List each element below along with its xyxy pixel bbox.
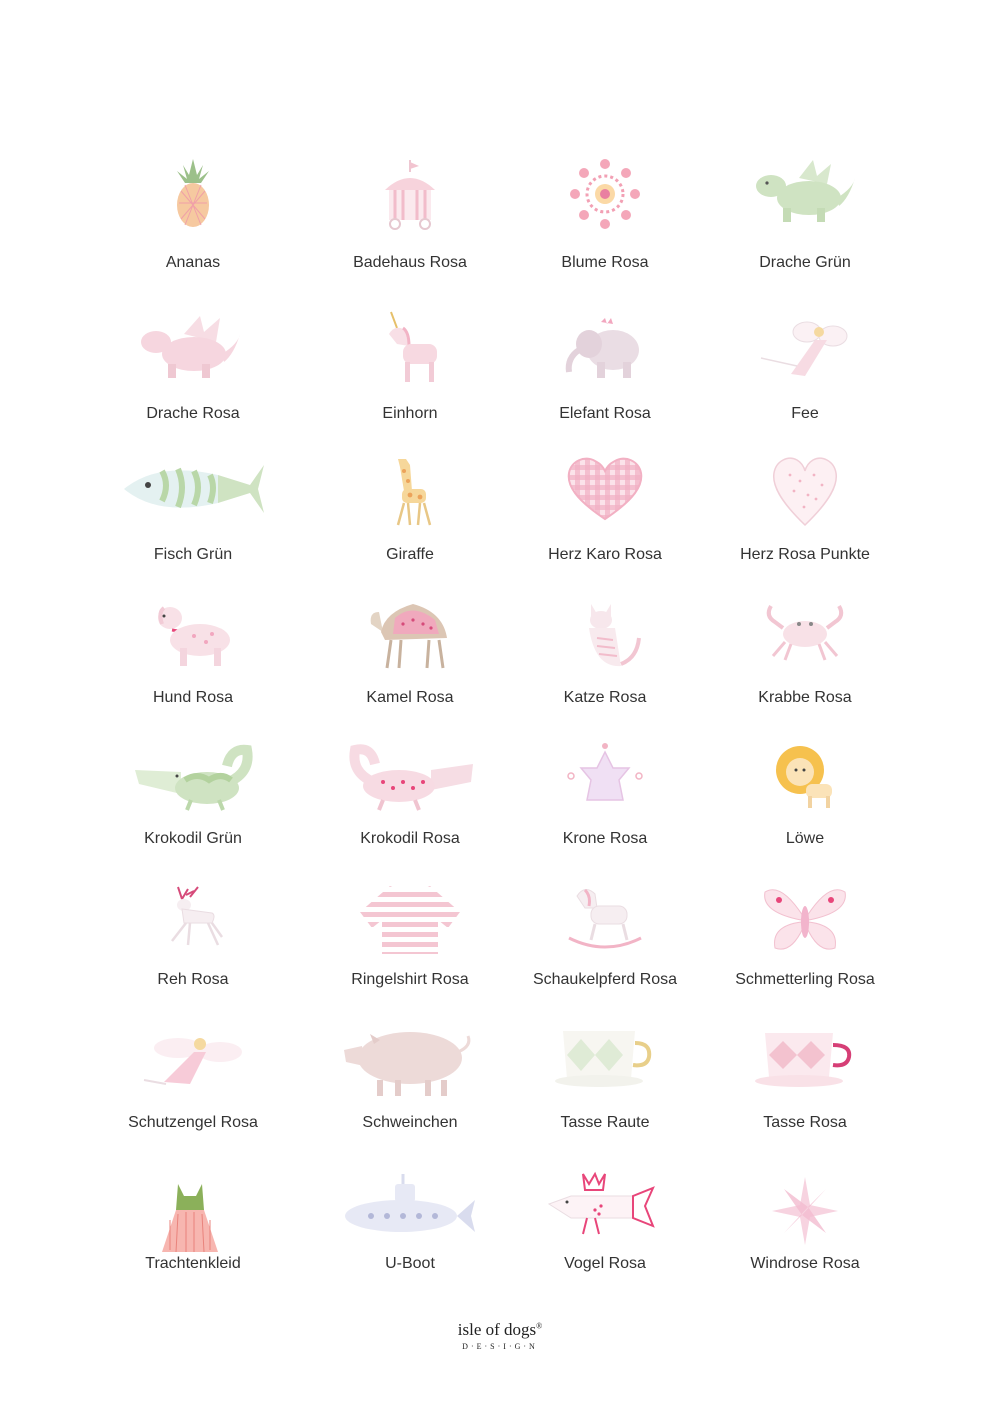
- motif-label: Einhorn: [382, 405, 438, 422]
- motif-label: Vogel Rosa: [564, 1255, 646, 1272]
- registered-mark: ®: [536, 1321, 543, 1331]
- motif-label: Krokodil Grün: [144, 830, 242, 847]
- motif-herz-karo: [505, 455, 705, 523]
- pig-icon: [340, 1022, 480, 1098]
- lion-icon: [770, 740, 840, 812]
- motif-elefant: [505, 318, 705, 382]
- cat-icon: [565, 598, 645, 670]
- motif-einhorn: [310, 310, 510, 386]
- motif-reh: [93, 885, 293, 955]
- compass-rose-icon: [770, 1175, 840, 1247]
- motif-drache-rosa: [90, 312, 290, 384]
- heart-check-icon: [565, 455, 645, 523]
- camel-icon: [365, 598, 455, 670]
- rocking-horse-icon: [565, 882, 645, 954]
- motif-u-boot: [310, 1170, 510, 1240]
- motif-drache-gruen: [705, 158, 905, 228]
- motif-label: Reh Rosa: [157, 971, 229, 988]
- motif-label: Hund Rosa: [152, 689, 234, 706]
- motif-ringelshirt: [310, 882, 510, 956]
- motif-label: Tasse Raute: [560, 1114, 650, 1131]
- fairy-icon: [757, 318, 853, 388]
- fish-icon: [118, 457, 268, 521]
- motif-schutzengel: [90, 1030, 290, 1098]
- motif-tasse-rosa: [705, 1025, 905, 1091]
- cup-diamond-icon: [553, 1025, 657, 1091]
- dirndl-icon: [160, 1180, 220, 1256]
- crown-icon: [565, 742, 645, 808]
- motif-vogel: [502, 1170, 702, 1240]
- dragon-pink-icon: [138, 312, 242, 384]
- motif-label: Badehaus Rosa: [353, 254, 467, 271]
- butterfly-icon: [761, 882, 849, 956]
- angel-icon: [134, 1030, 246, 1098]
- motif-label: Blume Rosa: [561, 254, 649, 271]
- dog-icon: [150, 600, 236, 670]
- motif-label: Kamel Rosa: [366, 689, 454, 706]
- deer-icon: [160, 885, 226, 955]
- motif-label: Trachtenkleid: [145, 1255, 241, 1272]
- elephant-icon: [563, 318, 647, 382]
- motif-label: Löwe: [785, 830, 825, 847]
- giraffe-icon: [388, 455, 432, 527]
- motif-fisch: [93, 457, 293, 521]
- motif-giraffe: [310, 455, 510, 527]
- bathhouse-icon: [375, 158, 445, 233]
- pineapple-icon: [163, 155, 223, 230]
- motif-ananas: [93, 155, 293, 230]
- motif-label: Windrose Rosa: [750, 1255, 860, 1272]
- motif-label: Tasse Rosa: [763, 1114, 847, 1131]
- motif-schmetterling: [705, 882, 905, 956]
- motif-label: U-Boot: [385, 1255, 435, 1272]
- striped-shirt-icon: [354, 882, 466, 956]
- logo-tagline: D·E·S·I·G·N: [462, 1342, 538, 1351]
- motif-label: Schweinchen: [362, 1114, 458, 1131]
- logo-wordmark: isle of dogs: [457, 1320, 537, 1339]
- motif-schaukelpferd: [505, 882, 705, 954]
- cup-pink-icon: [753, 1025, 857, 1091]
- motif-label: Schmetterling Rosa: [735, 971, 875, 988]
- motif-label: Herz Rosa Punkte: [740, 546, 870, 563]
- brand-logo: [0, 1320, 1000, 1351]
- dragon-green-icon: [753, 158, 857, 228]
- motif-hund: [93, 600, 293, 670]
- crocodile-green-icon: [131, 742, 255, 814]
- motif-label: Katze Rosa: [563, 689, 647, 706]
- motif-label: Drache Grün: [759, 254, 851, 271]
- motif-krabbe: [705, 598, 905, 666]
- crab-icon: [761, 598, 849, 666]
- motif-blume: [505, 158, 705, 230]
- motif-windrose: [705, 1175, 905, 1247]
- bird-icon: [547, 1170, 657, 1240]
- motif-label: Giraffe: [386, 546, 434, 563]
- motif-loewe: [705, 740, 905, 812]
- motif-krokodil-gruen: [93, 742, 293, 814]
- motif-label: Schutzengel Rosa: [128, 1114, 258, 1131]
- motif-schweinchen: [310, 1022, 510, 1098]
- motif-label: Ananas: [165, 254, 221, 271]
- motif-tasse-raute: [505, 1025, 705, 1091]
- motif-trachtenkleid: [90, 1180, 290, 1256]
- motif-katze: [505, 598, 705, 670]
- motif-label: Herz Karo Rosa: [548, 546, 662, 563]
- motif-badehaus: [310, 158, 510, 233]
- motif-label: Elefant Rosa: [559, 405, 651, 422]
- motif-label: Schaukelpferd Rosa: [532, 971, 678, 988]
- motif-label: Fee: [791, 405, 819, 422]
- motif-label: Fisch Grün: [153, 546, 233, 563]
- unicorn-icon: [375, 310, 445, 386]
- flower-icon: [569, 158, 641, 230]
- motif-label: Ringelshirt Rosa: [351, 971, 469, 988]
- submarine-icon: [341, 1170, 479, 1240]
- crocodile-pink-icon: [343, 742, 477, 814]
- heart-dots-icon: [770, 455, 840, 529]
- motif-krone: [505, 742, 705, 808]
- motif-kamel: [310, 598, 510, 670]
- motif-krokodil-rosa: [310, 742, 510, 814]
- motif-label: Krabbe Rosa: [758, 689, 852, 706]
- motif-fee: [705, 318, 905, 388]
- motif-label: Krone Rosa: [562, 830, 648, 847]
- motif-herz-punkte: [705, 455, 905, 529]
- motif-label: Drache Rosa: [146, 405, 240, 422]
- motif-label: Krokodil Rosa: [360, 830, 460, 847]
